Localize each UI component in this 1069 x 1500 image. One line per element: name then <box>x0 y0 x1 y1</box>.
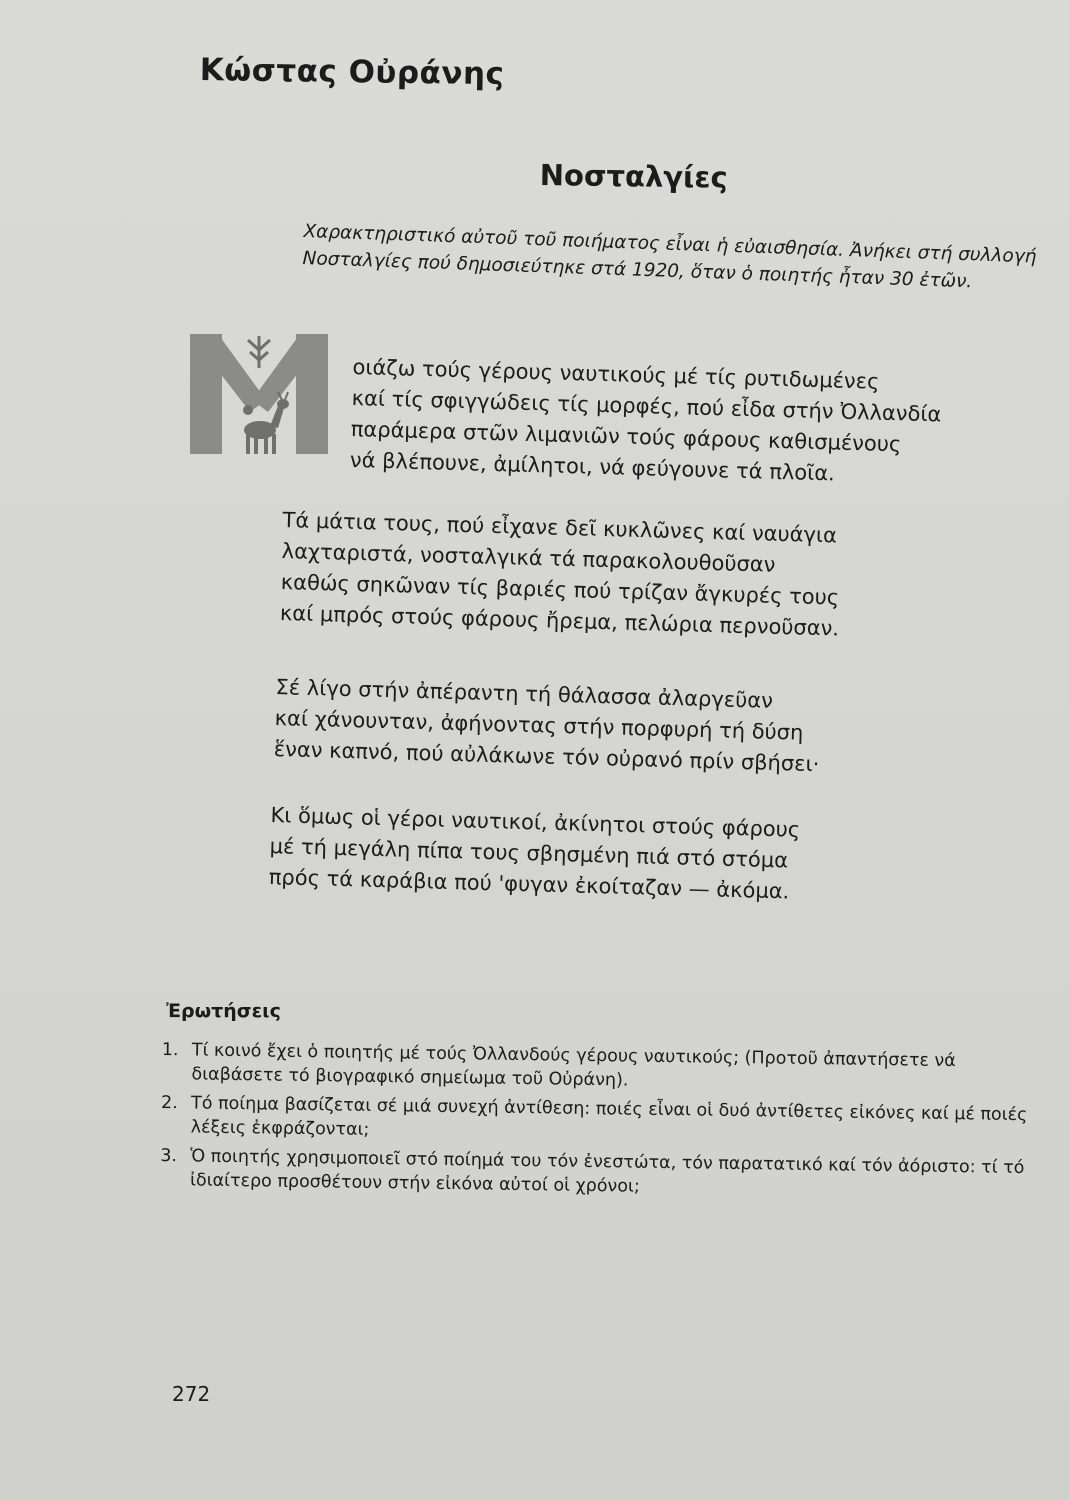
question-number: 2. <box>160 1092 178 1114</box>
stanza-1 <box>350 352 943 492</box>
stanza-2 <box>280 505 843 645</box>
stanza-4 <box>268 800 800 908</box>
verse-line: ἕναν καπνό, πού αὐλάκωνε τόν οὐρανό πρίν σβήσει· <box>273 736 820 777</box>
verse-line: πρός τά καράβια πού 'φυγαν ἐκοίταζαν — ἀκόμα. <box>268 864 790 904</box>
question-text: Ὁ ποιητής χρησιμοποιεῖ στό ποίημά του τόν ἐνεστώτα, τόν παρατατικό καί τόν ἀόριστο: τί τό ἰδιαίτερο προσθέτουν στήν εἰκόνα αὐτοί οἱ χρόνοι; <box>189 1146 1025 1197</box>
question-text: Τί κοινό ἔχει ὁ ποιητής μέ τούς Ὀλλανδούς γέρους ναυτικούς; (Προτοῦ ἀπαντήσετε νά διαβάσετε τό βιογραφικό σημείωμα τοῦ Οὐράνη). <box>191 1040 956 1091</box>
poem-title: Νοσταλγίες <box>539 158 728 195</box>
intro-note: Χαρακτηριστικό αὐτοῦ τοῦ ποιήματος εἶναι ἡ εὐαισθησία. Ἀνήκει στή συλλογή Νοσταλγίες πού δημοσιεύτηκε στά 1920, ὅταν ὁ ποιητής ἦταν 30 ἐτῶν. <box>302 220 1037 293</box>
verse-line: νά βλέπουνε, ἀμίλητοι, νά φεύγουνε τά πλοῖα. <box>349 447 836 486</box>
question-number: 1. <box>161 1039 179 1061</box>
question-item <box>160 1144 1031 1204</box>
question-text: Τό ποίημα βασίζεται σέ μιά συνεχή ἀντίθεση: ποιές εἶναι οἱ δυό ἀντίθετες εἰκόνες καί μέ ποιές λέξεις ἐκφράζονται; <box>190 1093 1028 1140</box>
verse-line: Κι ὅμως οἱ γέροι ναυτικοί, ἀκίνητοι στούς φάρους <box>270 802 801 842</box>
verse-line: οιάζω τούς γέρους ναυτικούς μέ τίς ρυτιδωμένες <box>352 354 880 394</box>
verse-line: καί τίς σφιγγώδεις τίς μορφές, πού εἶδα στήν Ὀλλανδία <box>351 385 942 427</box>
verse-line: μέ τή μεγάλη πίπα τους σβησμένη πιά στό στόμα <box>269 833 789 873</box>
verse-line: καί μπρός στούς φάρους ἤρεμα, πελώρια περνοῦσαν. <box>279 600 840 641</box>
verse-line: καθώς σηκῶναν τίς βαριές πού τρίζαν ἄγκυρές τους <box>280 569 840 610</box>
page-number: 272 <box>172 1382 211 1406</box>
verse-line: Σέ λίγο στήν ἀπέραντη τή θάλασσα ἀλαργεῦαν <box>275 674 774 713</box>
verse-line: παράμερα στῶν λιμανιῶν τούς φάρους καθισμένους <box>350 416 902 457</box>
author-name: Κώστας Οὐράνης <box>199 52 505 93</box>
question-item <box>161 1091 1032 1151</box>
verse-line: καί χάνουνταν, ἀφήνοντας στήν πορφυρή τή δύση <box>274 705 804 745</box>
verse-line: Τά μάτια τους, πού εἶχανε δεῖ κυκλῶνες καί ναυάγια <box>282 507 838 548</box>
stanza-3 <box>273 672 821 780</box>
verse-line: λαχταριστά, νοσταλγικά τά παρακολουθοῦσαν <box>281 538 776 577</box>
questions-heading: Ἐρωτήσεις <box>166 1000 281 1022</box>
drop-cap-illustration <box>188 330 330 458</box>
question-item <box>161 1038 1032 1098</box>
questions-list <box>160 1038 1032 1209</box>
question-number: 3. <box>160 1145 178 1167</box>
